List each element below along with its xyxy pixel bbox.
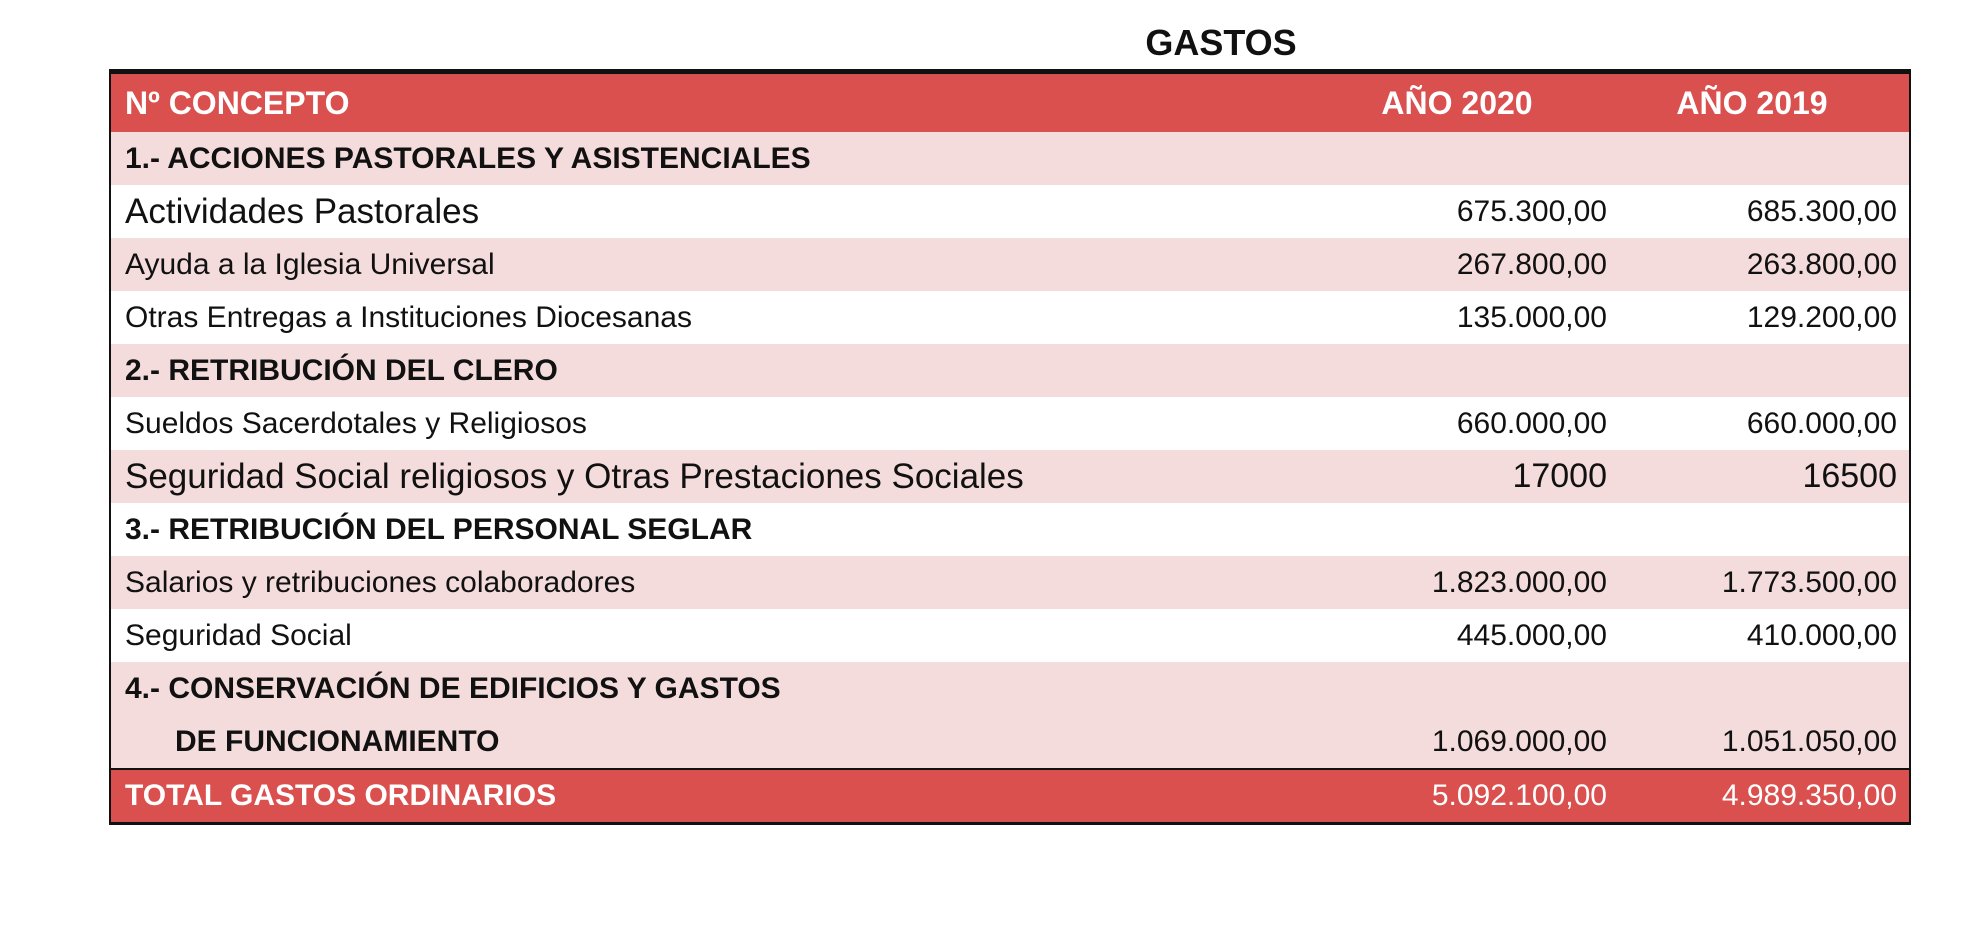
row-concepto: Otras Entregas a Instituciones Diocesanas — [125, 300, 692, 334]
row-concepto: Actividades Pastorales — [125, 191, 480, 231]
total-row — [111, 768, 1909, 822]
row-value-2019: 263.800,00 — [1746, 247, 1897, 281]
row-value-2019: 129.200,00 — [1746, 300, 1897, 334]
table-row — [111, 450, 1909, 503]
header-year-2019: AÑO 2019 — [1676, 84, 1828, 121]
row-value-2019: 1.051.050,00 — [1721, 724, 1897, 758]
table-row — [111, 662, 1909, 715]
row-value-2020: 1.823.000,00 — [1431, 565, 1607, 599]
row-concepto: DE FUNCIONAMIENTO — [175, 724, 500, 758]
table-row — [111, 344, 1909, 397]
row-value-2019: 16500 — [1802, 457, 1897, 495]
row-value-2020: 1.069.000,00 — [1431, 724, 1607, 758]
table-row — [111, 503, 1909, 556]
table-row — [111, 715, 1909, 768]
row-value-2020: 445.000,00 — [1456, 618, 1607, 652]
row-value-2020: 135.000,00 — [1456, 300, 1607, 334]
expenses-table — [109, 69, 1911, 825]
header-year-2020: AÑO 2020 — [1381, 84, 1533, 121]
row-concepto: Ayuda a la Iglesia Universal — [125, 247, 495, 281]
row-value-2019: 685.300,00 — [1746, 194, 1897, 228]
total-concepto: TOTAL GASTOS ORDINARIOS — [125, 779, 557, 812]
total-value-2019: 4.989.350,00 — [1721, 779, 1897, 812]
row-concepto: 4.- CONSERVACIÓN DE EDIFICIOS Y GASTOS — [125, 671, 781, 705]
table-row — [111, 556, 1909, 609]
header-concepto: Nº CONCEPTO — [125, 84, 350, 121]
row-value-2020: 660.000,00 — [1456, 406, 1607, 440]
row-value-2019: 660.000,00 — [1746, 406, 1897, 440]
row-concepto: 3.- RETRIBUCIÓN DEL PERSONAL SEGLAR — [125, 512, 753, 546]
page-title: GASTOS — [1145, 22, 1297, 63]
table-row — [111, 609, 1909, 662]
row-value-2020: 267.800,00 — [1456, 247, 1607, 281]
table-row — [111, 185, 1909, 238]
row-concepto: Sueldos Sacerdotales y Religiosos — [125, 406, 587, 440]
table-header — [111, 71, 1909, 132]
row-concepto: Seguridad Social religiosos y Otras Prestaciones Sociales — [125, 456, 1024, 496]
table-row — [111, 132, 1909, 185]
row-value-2019: 1.773.500,00 — [1721, 565, 1897, 599]
row-value-2020: 17000 — [1512, 457, 1607, 495]
row-concepto: Salarios y retribuciones colaboradores — [125, 565, 636, 599]
table-row — [111, 397, 1909, 450]
total-value-2020: 5.092.100,00 — [1431, 779, 1607, 812]
row-concepto: 2.- RETRIBUCIÓN DEL CLERO — [125, 353, 558, 387]
row-value-2019: 410.000,00 — [1746, 618, 1897, 652]
row-value-2020: 675.300,00 — [1456, 194, 1607, 228]
table-row — [111, 291, 1909, 344]
row-concepto: Seguridad Social — [125, 618, 352, 652]
row-concepto: 1.- ACCIONES PASTORALES Y ASISTENCIALES — [125, 141, 811, 175]
table-row — [111, 238, 1909, 291]
